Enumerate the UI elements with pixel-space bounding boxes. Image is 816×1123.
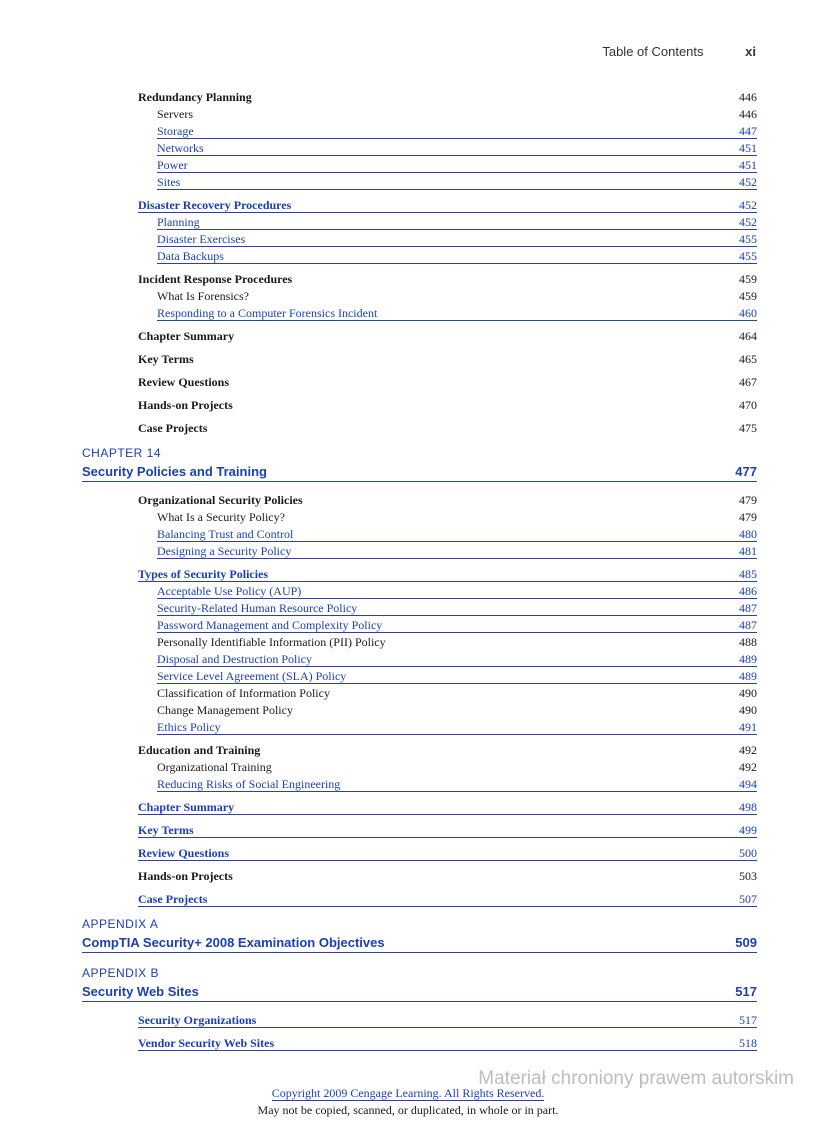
toc-section-entry[interactable] (0, 1035, 816, 1052)
toc-entry-label: Personally Identifiable Information (PII) Policy (157, 635, 386, 649)
toc-subsection-entry[interactable] (0, 157, 816, 174)
toc-section-entry (0, 89, 816, 106)
toc-section-entry (0, 328, 816, 345)
toc-entry-label: Ethics Policy (157, 720, 221, 734)
chapter-heading[interactable] (0, 966, 816, 1006)
toc-entry-label: What Is a Security Policy? (157, 510, 285, 524)
toc-entry-page: 451 (739, 158, 757, 172)
toc-entry-label: Organizational Training (157, 760, 272, 774)
running-header (602, 44, 756, 59)
toc-section-entry (0, 397, 816, 414)
toc-entry-label: Service Level Agreement (SLA) Policy (157, 669, 347, 683)
toc-entry-page: 489 (739, 652, 757, 666)
toc-entry-label: Redundancy Planning (138, 90, 252, 104)
toc-subsection-entry (0, 106, 816, 123)
toc-subsection-entry[interactable] (0, 248, 816, 265)
toc-section-entry[interactable] (0, 1012, 816, 1029)
chapter-title: Security Policies and Training (82, 464, 267, 479)
toc-entry-label: Education and Training (138, 743, 261, 757)
toc-subsection-entry[interactable] (0, 231, 816, 248)
toc-entry-label: Key Terms (138, 823, 194, 837)
toc-subsection-entry[interactable] (0, 719, 816, 736)
toc-section-entry[interactable] (0, 822, 816, 839)
toc-subsection-entry[interactable] (0, 214, 816, 231)
toc-entry-label: Classification of Information Policy (157, 686, 330, 700)
running-header-title: Table of Contents (602, 44, 704, 59)
toc-entry-page: 459 (739, 289, 757, 303)
toc-entry-page: 485 (739, 567, 757, 581)
toc-entry-label: Disaster Exercises (157, 232, 246, 246)
toc-entry-label: Types of Security Policies (138, 567, 269, 581)
toc-entry-label: Reducing Risks of Social Engineering (157, 777, 341, 791)
toc-entry-page: 487 (739, 601, 757, 615)
toc-subsection-entry[interactable] (0, 140, 816, 157)
toc-section-entry[interactable] (0, 197, 816, 214)
toc-entry-label: Incident Response Procedures (138, 272, 293, 286)
toc-entry-page: 452 (739, 198, 757, 212)
toc-entry-page: 470 (739, 398, 757, 412)
toc-subsection-entry[interactable] (0, 617, 816, 634)
toc-entry-label: Chapter Summary (138, 329, 235, 343)
toc-section-entry (0, 351, 816, 368)
toc-entry-label: Planning (157, 215, 200, 229)
toc-entry-label: Balancing Trust and Control (157, 527, 294, 541)
toc-subsection-entry (0, 509, 816, 526)
toc-section-entry (0, 868, 816, 885)
toc-entry-page: 492 (739, 743, 757, 757)
chapter-title: Security Web Sites (82, 984, 199, 999)
toc-entry-label: Networks (157, 141, 204, 155)
toc-entry-page: 459 (739, 272, 757, 286)
toc-entry-page: 498 (739, 800, 757, 814)
toc-entry-label: What Is Forensics? (157, 289, 249, 303)
chapter-heading[interactable] (0, 917, 816, 957)
toc-entry-page: 464 (739, 329, 757, 343)
toc-entry-page: 494 (739, 777, 757, 791)
toc-entry-label: Acceptable Use Policy (AUP) (157, 584, 302, 598)
toc-entry-page: 446 (739, 90, 757, 104)
toc-subsection-entry (0, 634, 816, 651)
toc-entry-page: 455 (739, 249, 757, 263)
toc-section-entry (0, 742, 816, 759)
toc-entry-page: 486 (739, 584, 757, 598)
toc-entry-label: Case Projects (138, 892, 208, 906)
toc-section-entry (0, 492, 816, 509)
toc-entry-label: Data Backups (157, 249, 224, 263)
toc-entry-page: 481 (739, 544, 757, 558)
toc-entry-label: Hands-on Projects (138, 398, 233, 412)
toc-entry-page: 475 (739, 421, 757, 435)
chapter-title: CompTIA Security+ 2008 Examination Objectives (82, 935, 385, 950)
toc-entry-label: Case Projects (138, 421, 208, 435)
chapter-page: 477 (735, 464, 757, 479)
toc-entry-label: Servers (157, 107, 193, 121)
toc-entry-label: Sites (157, 175, 181, 189)
toc-entry-page: 455 (739, 232, 757, 246)
chapter-page: 517 (735, 984, 757, 999)
toc-entry-page: 452 (739, 175, 757, 189)
toc-entry-page: 467 (739, 375, 757, 389)
toc-entry-page: 447 (739, 124, 757, 138)
toc-entry-page: 446 (739, 107, 757, 121)
toc-section-entry (0, 271, 816, 288)
toc-entry-page: 491 (739, 720, 757, 734)
toc-entry-label: Change Management Policy (157, 703, 293, 717)
toc-entry-page: 507 (739, 892, 757, 906)
toc-entry-label: Chapter Summary (138, 800, 235, 814)
page-number: xi (745, 44, 756, 59)
toc-entry-label: Review Questions (138, 375, 229, 389)
chapter-heading[interactable] (0, 446, 816, 486)
toc-entry-label: Security-Related Human Resource Policy (157, 601, 358, 615)
toc-entry-page: 460 (739, 306, 757, 320)
toc-section-entry[interactable] (0, 566, 816, 583)
toc-subsection-entry[interactable] (0, 651, 816, 668)
toc-entry-page: 451 (739, 141, 757, 155)
toc-entry-label: Vendor Security Web Sites (138, 1036, 275, 1050)
watermark: Materiał chroniony prawem autorskim (478, 1068, 794, 1089)
toc-entry-label: Password Management and Complexity Policy (157, 618, 383, 632)
chapter-number: APPENDIX B (82, 966, 160, 980)
toc-subsection-entry[interactable] (0, 305, 816, 322)
toc-subsection-entry[interactable] (0, 600, 816, 617)
table-of-contents (0, 89, 816, 1052)
toc-entry-page: 499 (739, 823, 757, 837)
toc-entry-page: 517 (739, 1013, 757, 1027)
toc-section-entry[interactable] (0, 845, 816, 862)
toc-section-entry[interactable] (0, 799, 816, 816)
toc-entry-page: 490 (739, 686, 757, 700)
toc-subsection-entry[interactable] (0, 123, 816, 140)
toc-entry-label: Designing a Security Policy (157, 544, 292, 558)
toc-entry-page: 488 (739, 635, 757, 649)
toc-entry-label: Power (157, 158, 188, 172)
chapter-number: CHAPTER 14 (82, 446, 162, 460)
toc-subsection-entry[interactable] (0, 583, 816, 600)
toc-entry-label: Key Terms (138, 352, 194, 366)
toc-subsection-entry[interactable] (0, 543, 816, 560)
copyright-link[interactable]: Copyright 2009 Cengage Learning. All Rights Reserved. (271, 1086, 545, 1100)
toc-entry-page: 500 (739, 846, 757, 860)
toc-entry-label: Hands-on Projects (138, 869, 233, 883)
footer (0, 1085, 816, 1119)
toc-entry-page: 503 (739, 869, 757, 883)
toc-entry-page: 479 (739, 510, 757, 524)
toc-subsection-entry (0, 702, 816, 719)
toc-subsection-entry (0, 685, 816, 702)
toc-section-entry (0, 420, 816, 437)
toc-section-entry[interactable] (0, 891, 816, 908)
toc-entry-page: 490 (739, 703, 757, 717)
toc-entry-page: 487 (739, 618, 757, 632)
toc-subsection-entry (0, 288, 816, 305)
chapter-number: APPENDIX A (82, 917, 159, 931)
toc-entry-label: Disposal and Destruction Policy (157, 652, 312, 666)
toc-subsection-entry[interactable] (0, 668, 816, 685)
toc-entry-label: Responding to a Computer Forensics Incident (157, 306, 378, 320)
toc-entry-label: Disaster Recovery Procedures (138, 198, 292, 212)
toc-subsection-entry[interactable] (0, 776, 816, 793)
toc-entry-page: 480 (739, 527, 757, 541)
toc-entry-page: 518 (739, 1036, 757, 1050)
toc-subsection-entry (0, 759, 816, 776)
copy-notice: May not be copied, scanned, or duplicated, in whole or in part. (257, 1103, 559, 1117)
toc-entry-label: Storage (157, 124, 194, 138)
toc-subsection-entry[interactable] (0, 174, 816, 191)
chapter-page: 509 (735, 935, 757, 950)
toc-entry-page: 465 (739, 352, 757, 366)
toc-entry-page: 489 (739, 669, 757, 683)
toc-subsection-entry[interactable] (0, 526, 816, 543)
toc-entry-label: Security Organizations (138, 1013, 257, 1027)
toc-entry-page: 492 (739, 760, 757, 774)
toc-entry-page: 452 (739, 215, 757, 229)
toc-entry-label: Review Questions (138, 846, 229, 860)
toc-entry-page: 479 (739, 493, 757, 507)
toc-section-entry (0, 374, 816, 391)
toc-entry-label: Organizational Security Policies (138, 493, 303, 507)
